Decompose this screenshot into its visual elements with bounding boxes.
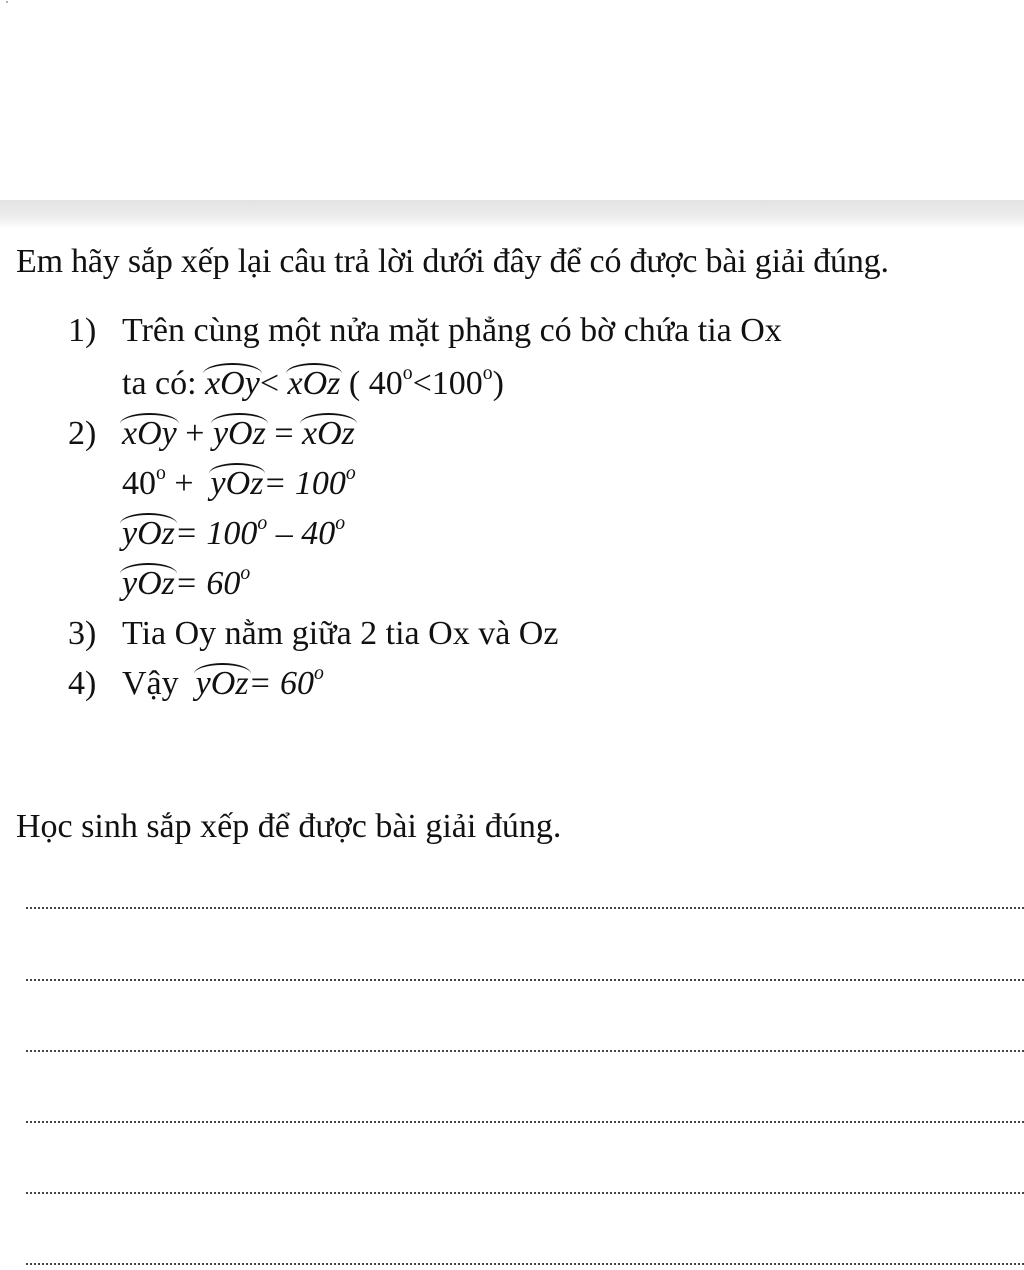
step-1-line-2: ta có: xOy< xOz ( $40^o<100^o$) [122,362,504,402]
answer-line[interactable] [26,979,1024,981]
angle-xOy: xOy [122,415,177,452]
page-separator [0,200,1024,228]
angle-xOz: xOz [302,415,355,452]
step-2-number: 2) [68,415,97,452]
step-2-row-4: $yOz= 60^o$ [122,562,251,602]
step-1-number: 1) [68,312,97,349]
step-1-line-1: Trên cùng một nửa mặt phẳng có bờ chứa tia Ox [122,312,782,349]
previous-page-area [0,0,1024,200]
step-4-number: 4) [68,665,97,702]
answer-line[interactable] [26,1192,1024,1194]
step-2-row-3: $yOz= 100^o - 40^o$ [122,512,346,552]
answer-line[interactable] [26,907,1024,909]
prompt-text: Học sinh sắp xếp để được bài giải đúng. [16,808,562,845]
angle-yOz: yOz [195,665,249,702]
angle-yOz: yOz [212,415,266,452]
angle-xOz: xOz [287,365,341,402]
step-2-row-2: 40$^o$ + $yOz= 100^o$ [122,462,356,502]
answer-line[interactable] [26,1050,1024,1052]
angle-yOz: yOz [210,465,264,502]
step-4-text: Vậy $yOz= 60^o$ [122,662,324,702]
instruction-text: Em hãy sắp xếp lại câu trả lời dưới đây để có được bài giải đúng. [16,243,889,280]
angle-yOz: yOz [122,565,175,602]
step-3-text: Tia Oy nằm giữa 2 tia Ox và Oz [122,615,559,652]
page-speck [6,1,8,3]
angle-comparison: ( $40^o<100^o$) [348,362,504,402]
answer-line[interactable] [26,1263,1024,1265]
step-3-number: 3) [68,615,97,652]
angle-yOz: yOz [122,515,175,552]
angle-xOy: xOy [205,365,260,402]
step-2-equation: xOy + yOz = xOz [122,415,355,452]
answer-line[interactable] [26,1121,1024,1123]
